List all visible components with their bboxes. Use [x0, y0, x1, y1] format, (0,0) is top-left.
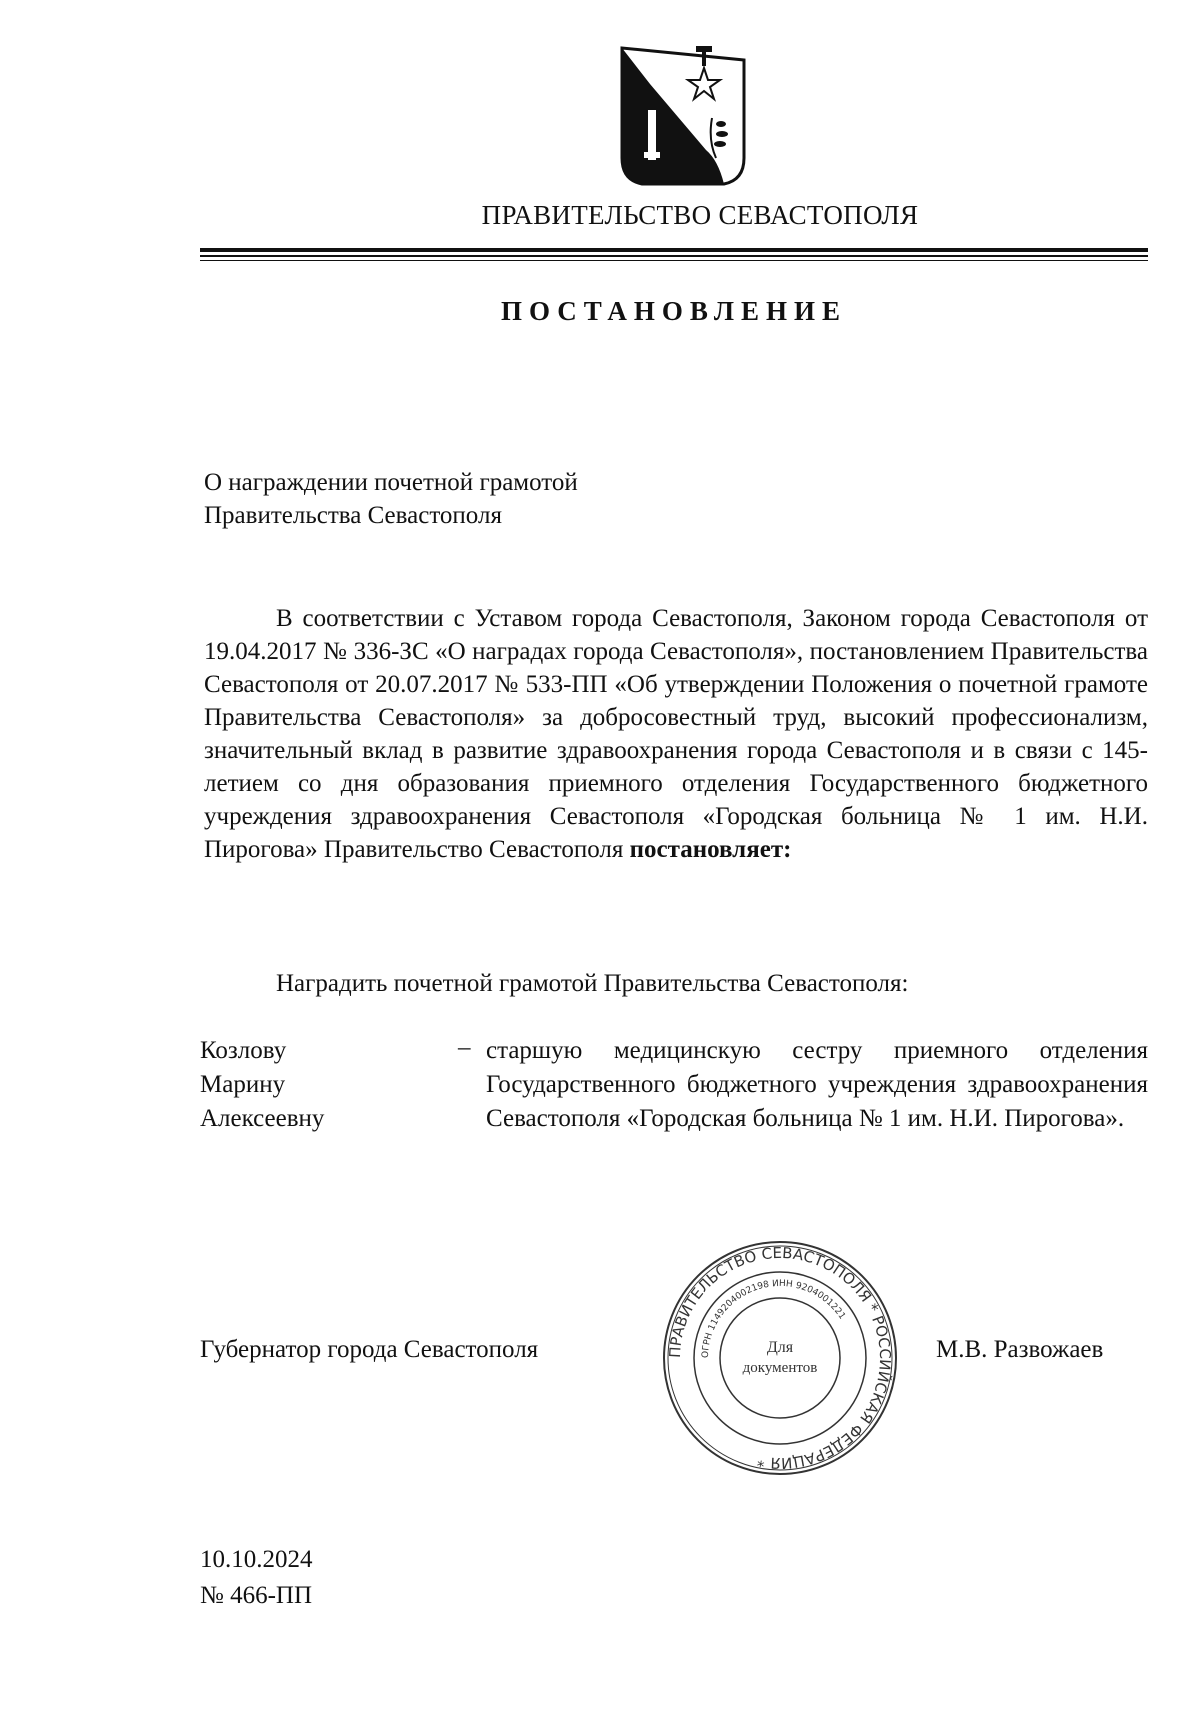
- document-footer: [200, 1542, 313, 1614]
- seal-center-line-2: документов: [742, 1360, 818, 1376]
- award-intro: Наградить почетной грамотой Правительства Севастополя:: [276, 970, 909, 997]
- seal-inner-text: ОГРН 1149204002198 ИНН 9204001221: [700, 1278, 847, 1359]
- document-type-heading: ПОСТАНОВЛЕНИЕ: [500, 296, 848, 326]
- awardee-dash: –: [458, 1034, 471, 1061]
- awardee-surname: Козлову: [200, 1037, 287, 1064]
- awardee-patronymic: Алексеевну: [200, 1105, 325, 1132]
- document-number: № 466-ПП: [200, 1582, 313, 1609]
- decree-body: [204, 602, 1148, 866]
- subject-line-2: Правительства Севастополя: [204, 502, 502, 529]
- signatory-name: М.В. Развожаев: [936, 1336, 1104, 1363]
- decree-subject: [204, 466, 578, 532]
- subject-line-1: О награждении почетной грамотой: [204, 469, 578, 496]
- seal-outer-text: ПРАВИТЕЛЬСТВО СЕВАСТОПОЛЯ * РОССИЙСКАЯ ФЕДЕРАЦИЯ *: [665, 1243, 895, 1473]
- header-rule-thin: [200, 260, 1148, 261]
- seal-center-line-1: Для: [766, 1339, 794, 1356]
- government-title: ПРАВИТЕЛЬСТВО СЕВАСТОПОЛЯ: [481, 200, 919, 230]
- header-rule-medium: [200, 255, 1148, 257]
- body-text: В соответствии с Уставом города Севастополя, Законом города Севастополя от 19.04.2017 № 336-ЗС «О наградах города Севастополя», постановлением Правительства Севастополя от 20.07.2017 № 533-ПП «Об утверждении Положения о почетной грамоте Правительства Севастополя» за добросовестный труд, высокий профессионализм, значительный вклад в развитие здравоохранения города Севастополя и в связи с 145-летием со дня образования приемного отделения Государственного бюджетного учреждения здравоохранения Севастополя «Городская больница № 1 им. Н.И. Пирогова» Правительство Севастополя: [204, 605, 1148, 863]
- header-rule-thick: [200, 248, 1148, 252]
- signatory-position: Губернатор города Севастополя: [200, 1336, 539, 1363]
- awardee-name: [200, 1034, 430, 1136]
- sevastopol-coat-of-arms-emblem: [620, 40, 746, 192]
- awardee-description: старшую медицинскую сестру приемного отделения Государственного бюджетного учреждения здравоохранения Севастополя «Городская больница № 1 им. Н.И. Пирогова».: [486, 1037, 1148, 1132]
- awardee-first-name: Марину: [200, 1071, 286, 1098]
- official-seal: [660, 1238, 900, 1478]
- body-verb-suffix: :: [783, 836, 792, 863]
- document-date: 10.10.2024: [200, 1546, 313, 1573]
- body-verb: постановляет: [629, 836, 784, 863]
